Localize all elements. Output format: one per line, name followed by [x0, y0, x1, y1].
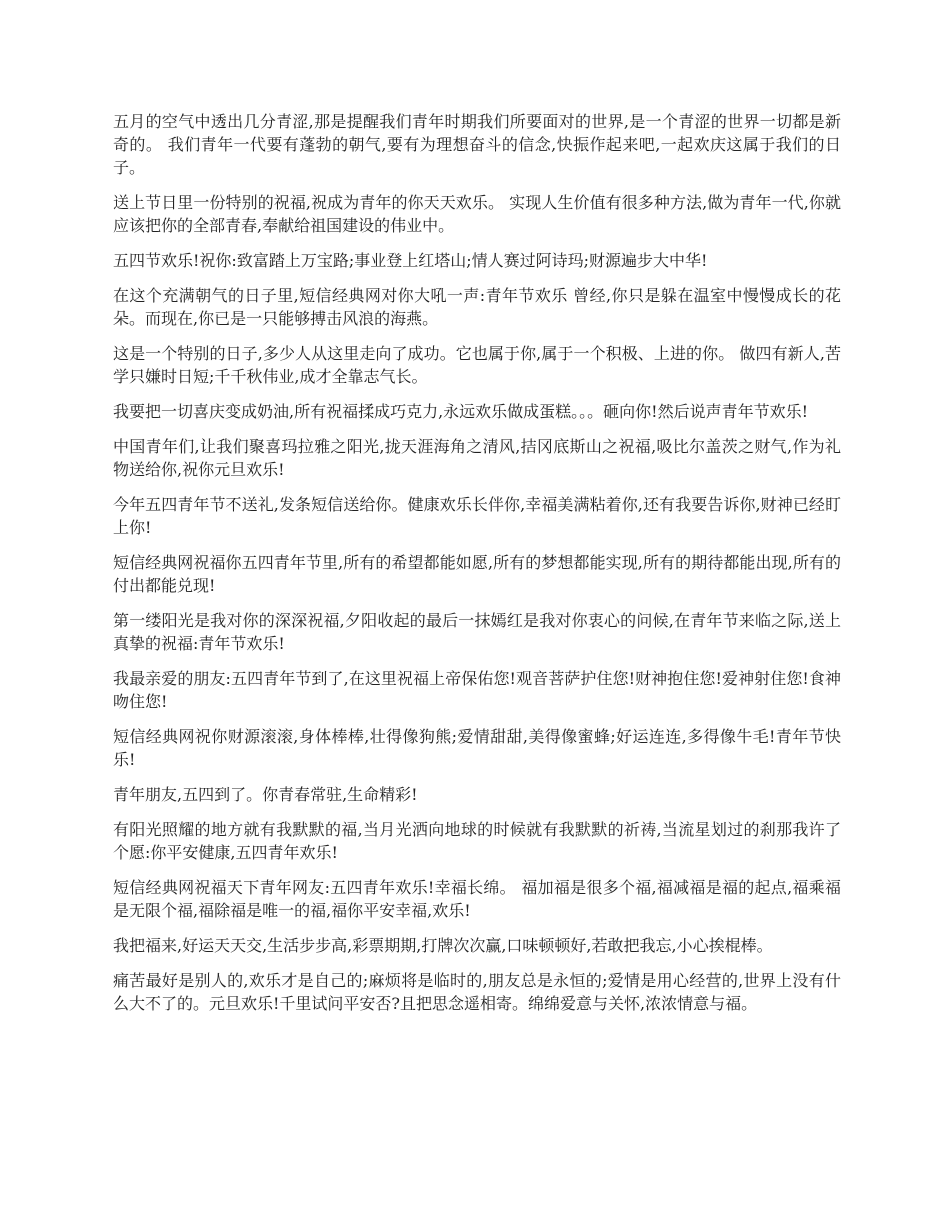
paragraph: 我要把一切喜庆变成奶油,所有祝福揉成巧克力,永远欢乐做成蛋糕。。。砸向你!然后说声青年节欢乐! [113, 402, 809, 421]
document-body [113, 110, 841, 1027]
paragraph: 中国青年们,让我们聚喜玛拉雅之阳光,拢天涯海角之清风,拮冈底斯山之祝福,吸比尔盖茨之财气,作为礼物送给你,祝你元旦欢乐! [113, 437, 841, 479]
paragraph: 这是一个特别的日子,多少人从这里走向了成功。它也属于你,属于一个积极、上进的你。 做四有新人,苦学只嫌时日短;千千秋伟业,成才全靠志气长。 [113, 344, 841, 386]
paragraph: 短信经典网祝福你五四青年节里,所有的希望都能如愿,所有的梦想都能实现,所有的期待都能出现,所有的付出都能兑现! [113, 553, 841, 595]
paragraph: 有阳光照耀的地方就有我默默的福,当月光洒向地球的时候就有我默默的祈祷,当流星划过的刹那我许了个愿:你平安健康,五四青年欢乐! [113, 820, 841, 862]
paragraph: 我把福来,好运天天交,生活步步高,彩票期期,打牌次次赢,口味顿顿好,若敢把我忘,小心挨棍棒。 [113, 936, 773, 955]
paragraph: 第一缕阳光是我对你的深深祝福,夕阳收起的最后一抹嫣红是我对你衷心的问候,在青年节来临之际,送上真挚的祝福:青年节欢乐! [113, 611, 841, 653]
paragraph: 痛苦最好是别人的,欢乐才是自己的;麻烦将是临时的,朋友总是永恒的;爱情是用心经营的,世界上没有什么大不了的。元旦欢乐!千里试问平安否?且把思念遥相寄。绵绵爱意与关怀,浓浓情意与福。 [113, 971, 841, 1013]
paragraph: 短信经典网祝福天下青年网友:五四青年欢乐!幸福长绵。 福加福是很多个福,福减福是福的起点,福乘福是无限个福,福除福是唯一的福,福你平安幸福,欢乐! [113, 878, 841, 920]
paragraph: 在这个充满朝气的日子里,短信经典网对你大吼一声:青年节欢乐 曾经,你只是躲在温室中慢慢成长的花朵。而现在,你已是一只能够搏击风浪的海燕。 [113, 286, 841, 328]
paragraph: 短信经典网祝你财源滚滚,身体棒棒,壮得像狗熊;爱情甜甜,美得像蜜蜂;好运连连,多得像牛毛!青年节快乐! [113, 727, 841, 769]
paragraph: 五月的空气中透出几分青涩,那是提醒我们青年时期我们所要面对的世界,是一个青涩的世界一切都是新奇的。 我们青年一代要有蓬勃的朝气,要有为理想奋斗的信念,快振作起来吧,一起欢庆这属于我们的日子。 [113, 112, 841, 177]
paragraph: 五四节欢乐!祝你:致富踏上万宝路;事业登上红塔山;情人赛过阿诗玛;财源遍步大中华! [113, 251, 708, 270]
paragraph: 我最亲爱的朋友:五四青年节到了,在这里祝福上帝保佑您!观音菩萨护住您!财神抱住您!爱神射住您!食神吻住您! [113, 669, 841, 711]
paragraph: 送上节日里一份特别的祝福,祝成为青年的你天天欢乐。 实现人生价值有很多种方法,做为青年一代,你就应该把你的全部青春,奉献给祖国建设的伟业中。 [113, 193, 841, 235]
paragraph: 青年朋友,五四到了。你青春常驻,生命精彩! [113, 785, 418, 804]
paragraph: 今年五四青年节不送礼,发条短信送给你。健康欢乐长伴你,幸福美满粘着你,还有我要告诉你,财神已经盯上你! [113, 495, 841, 537]
